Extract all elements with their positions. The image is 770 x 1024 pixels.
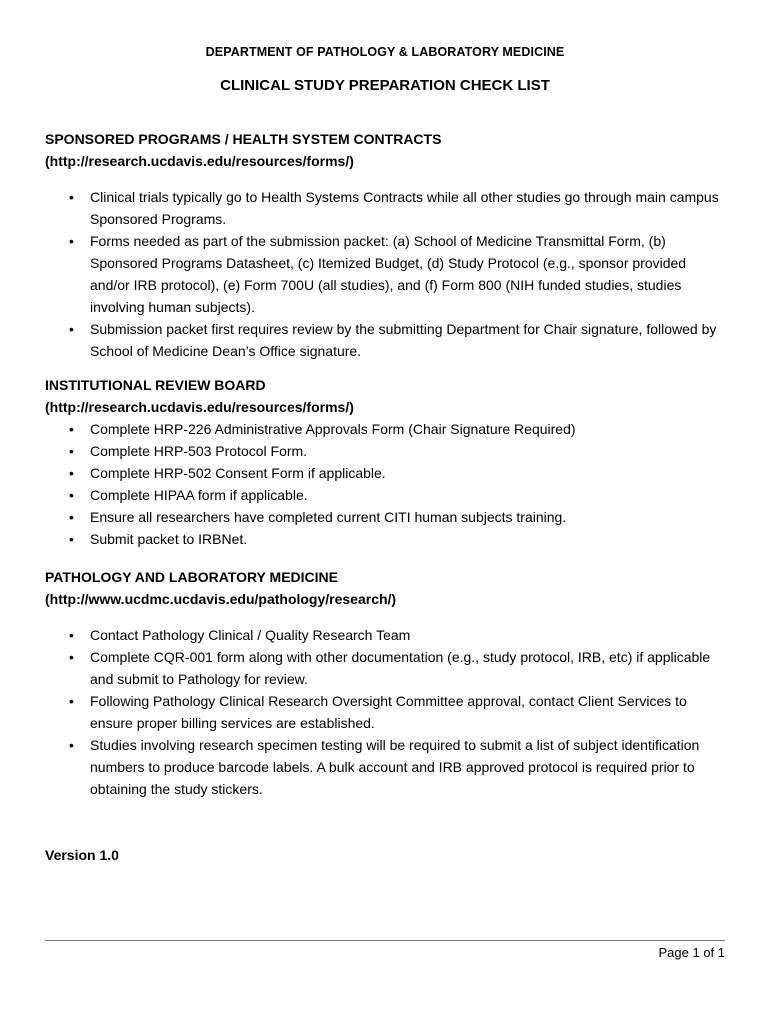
bullet-list [45,624,735,800]
list-item: • Ensure all researchers have completed current CITI human subjects training. [45,506,735,528]
section-heading: INSTITUTIONAL REVIEW BOARD [45,377,266,393]
list-item: • Submission packet first requires review by the submitting Department for Chair signature, followed by School of Medicine Dean’s Office signature. [45,318,735,362]
section-heading: PATHOLOGY AND LABORATORY MEDICINE [45,569,338,585]
list-item: • Contact Pathology Clinical / Quality Research Team [45,624,735,646]
section-url: (http://research.ucdavis.edu/resources/forms/) [45,153,354,169]
list-item: • Complete HRP-503 Protocol Form. [45,440,735,462]
section-heading: SPONSORED PROGRAMS / HEALTH SYSTEM CONTRACTS [45,131,442,147]
section-pathology-laboratory-medicine [45,566,735,800]
list-item: • Studies involving research specimen testing will be required to submit a list of subject identification numbers to produce barcode labels. A bulk account and IRB approved protocol is required prior to obtaining the study stickers. [45,734,735,800]
footer-divider [45,940,725,941]
list-item: • Complete HIPAA form if applicable. [45,484,735,506]
list-item: • Complete CQR-001 form along with other documentation (e.g., study protocol, IRB, etc) if applicable and submit to Pathology for review. [45,646,735,690]
bullet-list [45,186,735,362]
bullet-list [45,418,735,550]
department-header: DEPARTMENT OF PATHOLOGY & LABORATORY MEDICINE [205,45,565,59]
list-item: • Forms needed as part of the submission packet: (a) School of Medicine Transmittal Form, (b) Sponsored Programs Datasheet, (c) Itemized Budget, (d) Study Protocol (e.g., sponsor provided and/or IRB protocol), (e) Form 700U (all studies), and (f) Form 800 (NIH funded studies, studies involving human subjects). [45,230,735,318]
section-institutional-review-board [45,374,735,550]
section-url: (http://www.ucdmc.ucdavis.edu/pathology/research/) [45,591,397,607]
list-item: • Following Pathology Clinical Research Oversight Committee approval, contact Client Services to ensure proper billing services are established. [45,690,735,734]
list-item: • Clinical trials typically go to Health Systems Contracts while all other studies go through main campus Sponsored Programs. [45,186,735,230]
page-number: Page 1 of 1 [658,945,725,960]
list-item: • Complete HRP-226 Administrative Approvals Form (Chair Signature Required) [45,418,735,440]
list-item: • Submit packet to IRBNet. [45,528,735,550]
list-item: • Complete HRP-502 Consent Form if applicable. [45,462,735,484]
version-label: Version 1.0 [45,847,119,863]
section-url: (http://research.ucdavis.edu/resources/forms/) [45,399,354,415]
document-title: CLINICAL STUDY PREPARATION CHECK LIST [220,77,550,94]
section-sponsored-programs [45,128,735,362]
